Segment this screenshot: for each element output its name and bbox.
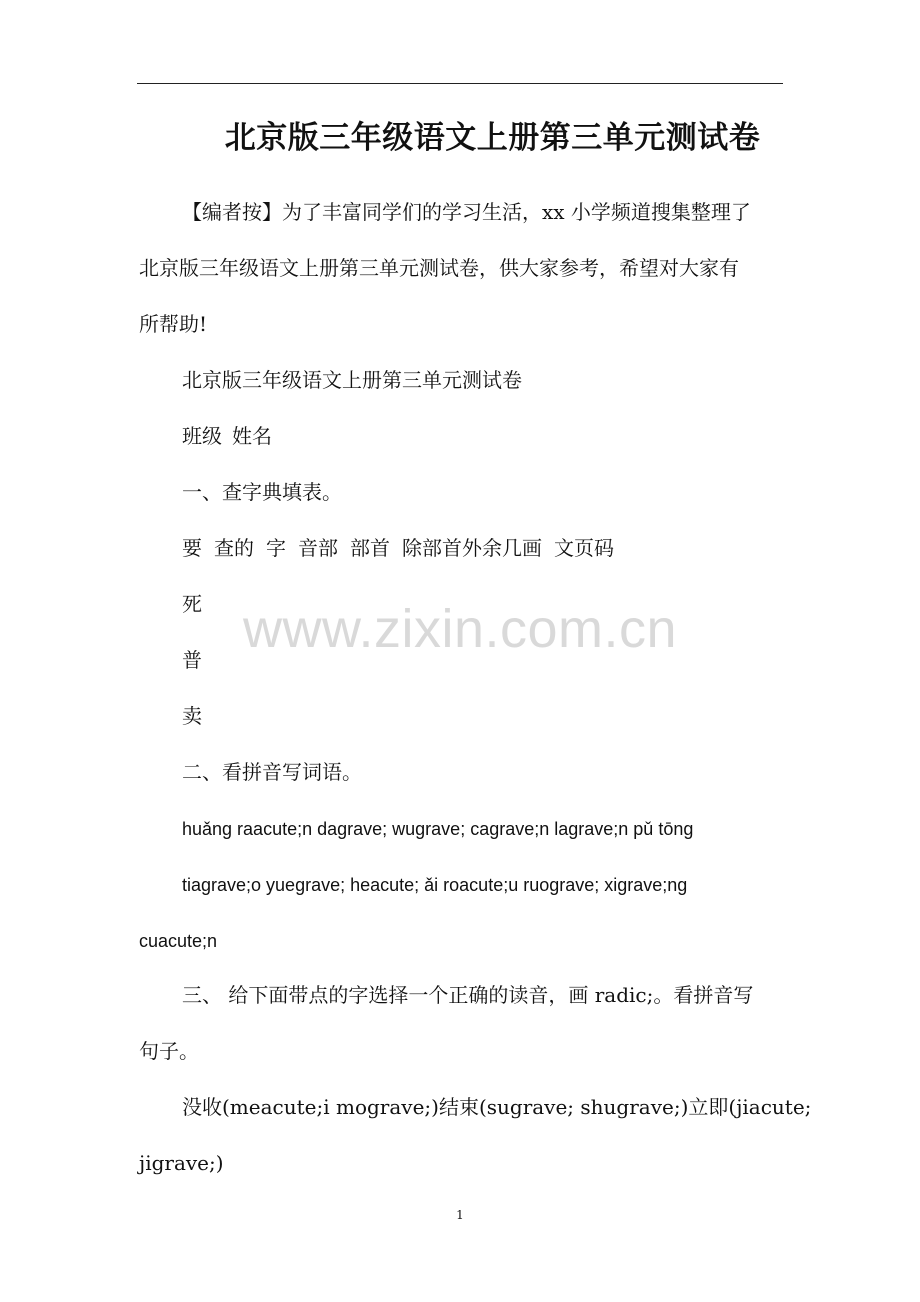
pinyin-line-2: tiagrave;o yuegrave; heacute; ǎi roacute;u ruograve; xigrave;nɡ	[182, 875, 688, 895]
section-3-line-1: 三、 给下面带点的字选择一个正确的读音，画 radic;。看拼音写	[182, 983, 754, 1007]
table-header-cell: 除部首外余几画	[402, 536, 542, 560]
intro-paragraph-line-2: 北京版三年级语文上册第三单元测试卷，供大家参考，希望对大家有	[139, 256, 739, 280]
table-char-row: 普	[182, 648, 202, 672]
table-header-cell: 文页码	[554, 536, 614, 560]
table-char-row: 死	[182, 592, 202, 616]
document-title: 北京版三年级语文上册第三单元测试卷	[224, 120, 761, 156]
pinyin-line-1: huǎnɡ raacute;n dagrave; wugrave; cagrave;n lagrave;n pǔ tōnɡ	[182, 819, 694, 839]
pinyin-line-3: cuacute;n	[139, 931, 218, 951]
section-3-line-2: 句子。	[139, 1039, 199, 1063]
section-1-heading: 一、查字典填表。	[182, 480, 342, 504]
table-header-cell: 要	[182, 536, 202, 560]
header-rule	[137, 83, 783, 84]
choice-line-1: 没收(meacute;i mograve;)结束(sugrave; shugrave;)立即(jiacute;	[182, 1095, 812, 1119]
table-char-row: 卖	[182, 704, 202, 728]
table-header-cell: 音部	[298, 536, 338, 560]
class-label: 班级	[182, 424, 222, 448]
table-header-row	[182, 534, 614, 562]
watermark: www.zixin.com.cn	[242, 599, 678, 659]
table-header-cell: 查的	[214, 536, 254, 560]
table-header-cell: 字	[266, 536, 286, 560]
intro-paragraph-line-3: 所帮助!	[139, 312, 208, 336]
subtitle: 北京版三年级语文上册第三单元测试卷	[182, 368, 522, 392]
intro-paragraph-line-1: 【编者按】为了丰富同学们的学习生活，xx 小学频道搜集整理了	[182, 200, 751, 224]
class-name-line	[182, 422, 272, 450]
page-number: 1	[456, 1208, 464, 1222]
name-label: 姓名	[232, 424, 272, 448]
choice-line-2: jigrave;)	[139, 1151, 224, 1175]
table-header-cell: 部首	[350, 536, 390, 560]
section-2-heading: 二、看拼音写词语。	[182, 760, 362, 784]
